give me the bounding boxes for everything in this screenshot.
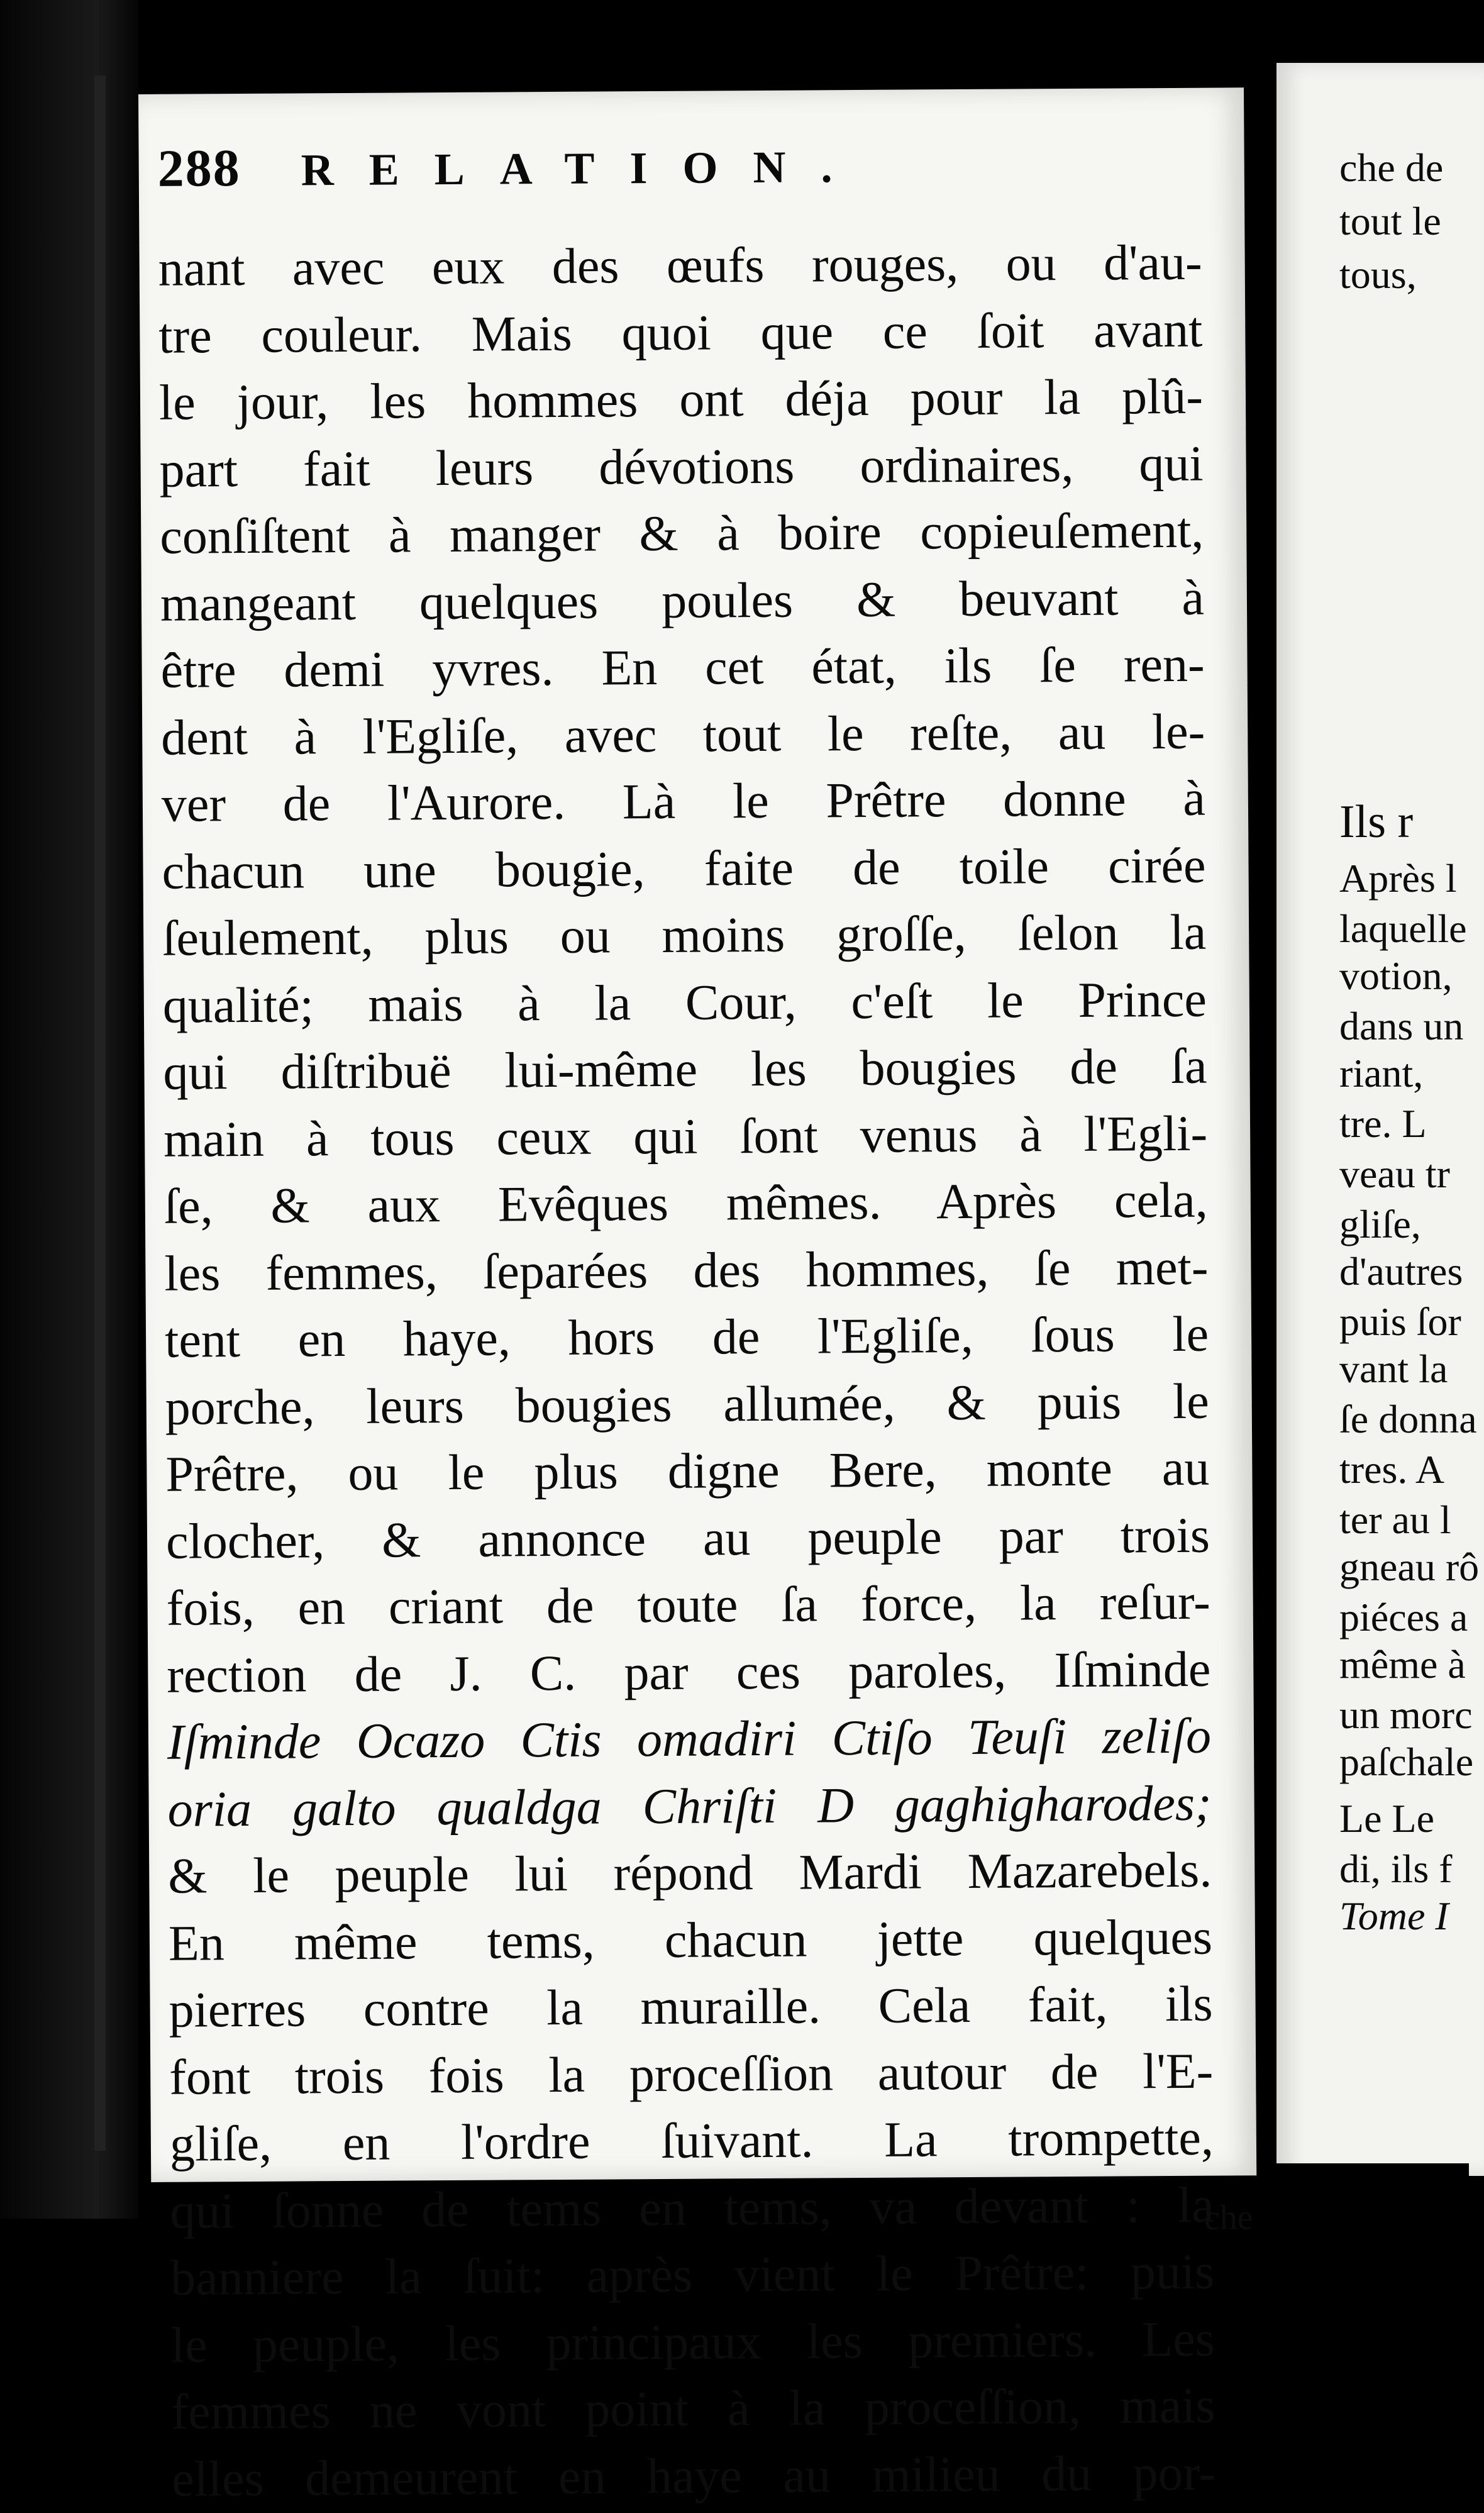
text-line: nant avec eux des œufs rouges, ou d'au- (158, 235, 1202, 297)
text-line: font trois fois la proceſſion autour de l'E- (169, 2043, 1214, 2105)
left-page (138, 87, 1256, 2507)
text-line: pierres contre la muraille. Cela fait, ils (169, 1976, 1213, 2038)
text-line: qualité; mais à la Cour, c'eſt le Prince (162, 972, 1207, 1034)
facing-page-line: Le Le (1339, 1796, 1434, 1841)
text-line: femmes ne vont point à la proceſſion, mais (171, 2378, 1215, 2440)
text-line: les femmes, ſeparées des hommes, ſe met- (164, 1240, 1209, 1302)
facing-page-line: votion, (1339, 953, 1453, 998)
text-line: gliſe, en l'ordre ſuivant. La trompette, (169, 2110, 1214, 2172)
text-line: mangeant quelques poules & beuvant à (160, 570, 1205, 632)
text-line: tre couleur. Mais quoi que ce ſoit avant (158, 302, 1203, 364)
text-line: le jour, les hommes ont déja pour la plû- (158, 369, 1204, 431)
text-line: porche, leurs bougies allumée, & puis le (165, 1373, 1209, 1436)
facing-page-line: di, ils f (1339, 1846, 1453, 1891)
running-head: RELATION. (301, 141, 868, 196)
text-line: ſeulement, plus ou moins groſſe, ſelon la (162, 904, 1207, 967)
text-line: conſiſtent à manger & à boire copieuſement, (160, 502, 1204, 565)
text-line: oria galto qualdga Chriſti D gaghigharodes; (167, 1775, 1212, 1838)
facing-page-line: tout le (1339, 199, 1441, 243)
text-line: chacun une bougie, faite de toile cirée (162, 838, 1206, 900)
text-line: ſe, & aux Evêques mêmes. Après cela, (163, 1172, 1209, 1234)
text-line: & le peuple lui répond Mardi Mazarebels. (168, 1842, 1212, 1904)
facing-page-line: paſchale (1339, 1739, 1474, 1784)
facing-page-line: Ils r (1339, 796, 1414, 848)
facing-page-line: gneau rô (1339, 1545, 1480, 1589)
text-line: En même tems, chacun jette quelques (168, 1909, 1213, 1972)
text-line: main à tous ceux qui ſont venus à l'Egli- (163, 1106, 1208, 1168)
facing-page-line: tres. A (1339, 1447, 1445, 1492)
text-line: clocher, & annonce au peuple par trois (165, 1507, 1210, 1570)
facing-page-line: piéces a (1339, 1595, 1468, 1639)
binding-edge (94, 75, 106, 2151)
text-line: dent à l'Egliſe, avec tout le reſte, au le- (160, 704, 1205, 766)
facing-page-line: tous, (1339, 252, 1417, 297)
facing-page-line: d'autres (1339, 1249, 1463, 1294)
text-line: banniere la ſuit: après vient le Prêtre: puis (170, 2244, 1215, 2306)
page-number: 288 (157, 139, 241, 198)
facing-page-line: che de (1339, 145, 1444, 190)
text-line: part fait leurs dévotions ordinaires, qui (159, 436, 1204, 498)
facing-page-line: laquelle (1339, 906, 1467, 951)
book-gutter (0, 0, 138, 2219)
text-line: qui diſtribuë lui-même les bougies de ſa (163, 1038, 1207, 1101)
text-line: être demi yvres. En cet état, ils ſe ren- (160, 636, 1205, 699)
facing-page-line: même à (1339, 1642, 1466, 1687)
facing-page-line: dans un (1339, 1004, 1464, 1048)
text-line: elles demeurent en haye au milieu du por- (171, 2445, 1216, 2507)
facing-page-line: gliſe, (1339, 1202, 1421, 1246)
facing-page-line: Après l (1339, 856, 1457, 901)
text-line: rection de J. C. par ces paroles, Iſminde (167, 1641, 1211, 1704)
text-line: ver de l'Aurore. Là le Prêtre donne à (161, 770, 1206, 833)
right-page (1276, 63, 1484, 2176)
facing-page-line: riant, (1339, 1051, 1424, 1096)
facing-page-line: ter au l (1339, 1497, 1451, 1542)
text-line: qui ſonne de tems en tems, va devant : la (170, 2177, 1214, 2239)
scan-edge (1270, 2163, 1469, 2219)
text-line: le peuple, les principaux les premiers. Les (170, 2311, 1215, 2373)
facing-page-line: puis ſor (1339, 1299, 1461, 1344)
text-line: Prêtre, ou le plus digne Bere, monte au (165, 1440, 1210, 1502)
facing-page-line: Tome I (1339, 1894, 1449, 1938)
text-line: Iſminde Ocazo Ctis omadiri Ctiſo Teuſi zeliſo (167, 1708, 1212, 1770)
page-header (157, 132, 1195, 199)
facing-page-line: vant la (1339, 1346, 1448, 1391)
body-text (158, 230, 1215, 2513)
text-line: tent en haye, hors de l'Egliſe, ſous le (164, 1306, 1209, 1368)
facing-page-line: veau tr (1339, 1151, 1450, 1196)
facing-page-line: tre. L (1339, 1101, 1427, 1146)
catchword: che (1204, 2198, 1253, 2238)
facing-page-line: un morc (1339, 1692, 1473, 1737)
text-line: fois, en criant de toute ſa force, la reſur- (166, 1574, 1210, 1636)
facing-page-line: ſe donna (1339, 1397, 1477, 1441)
